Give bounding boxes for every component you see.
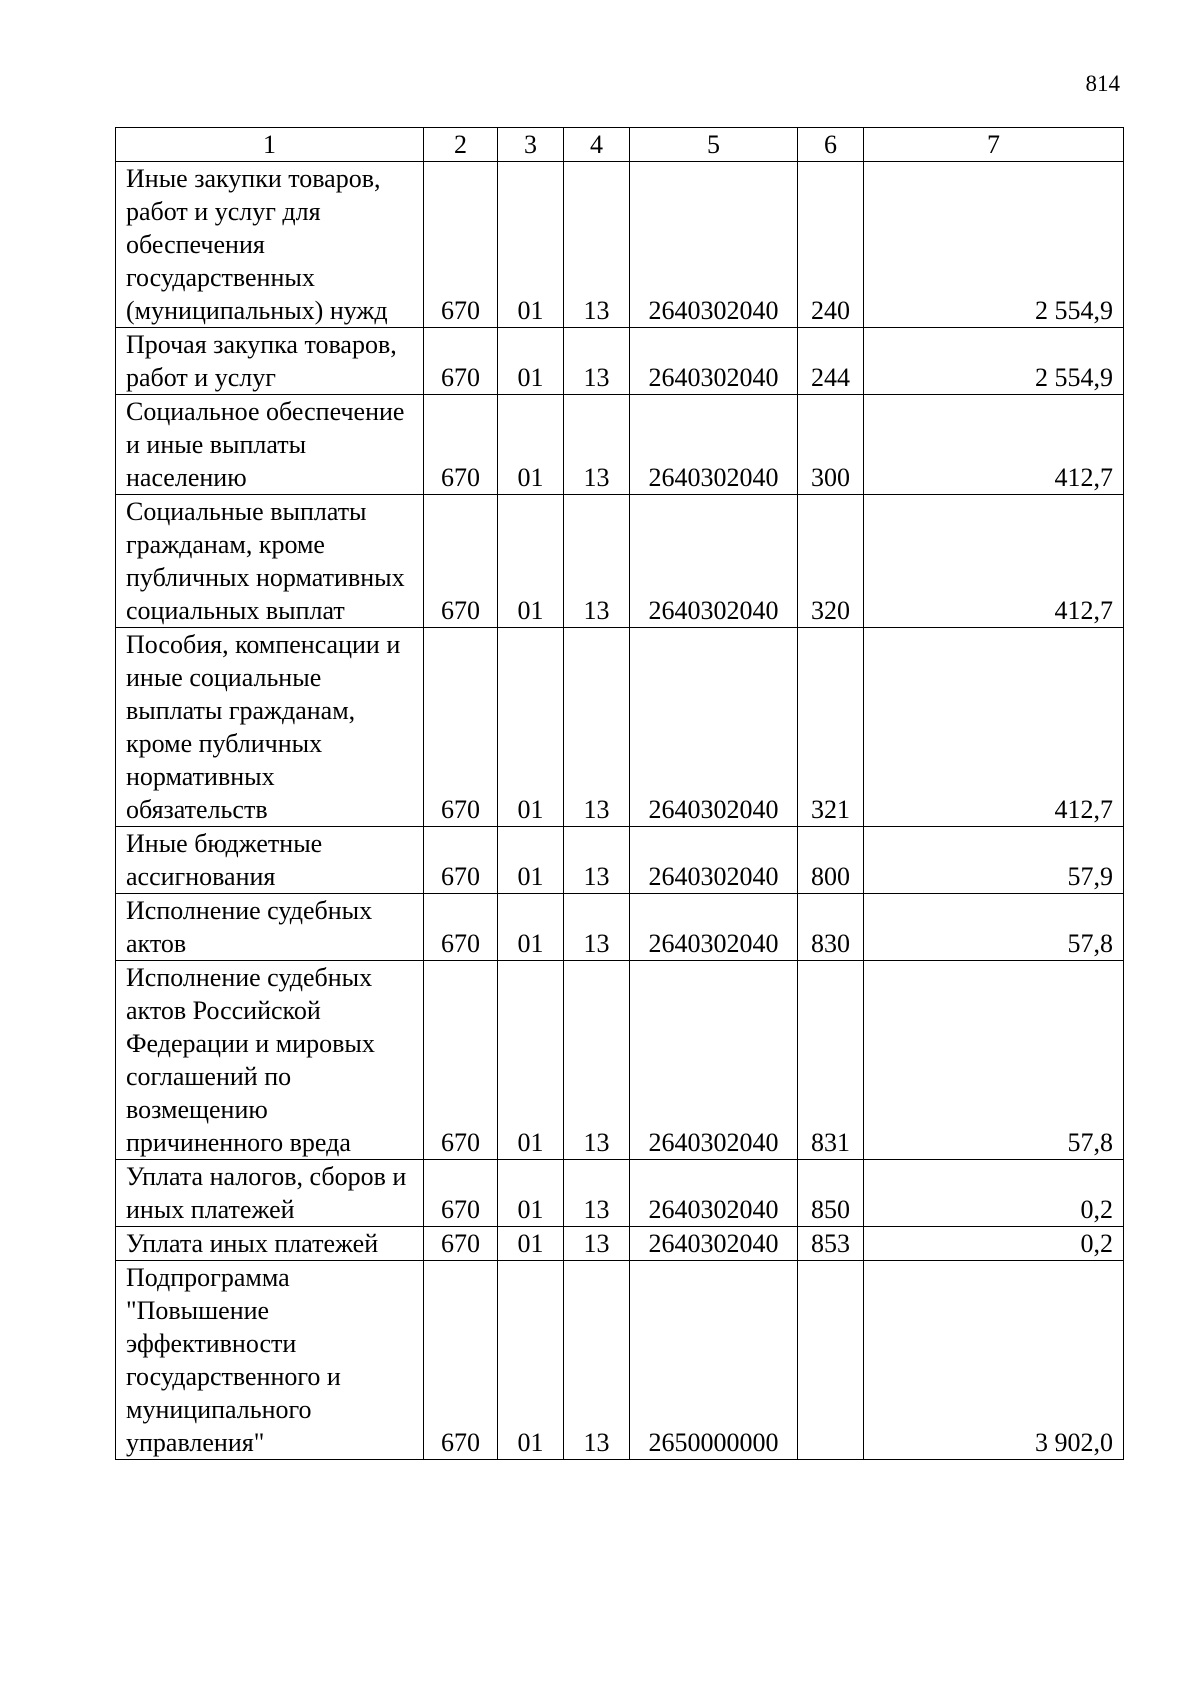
- budget-table: [115, 127, 1124, 1460]
- header-cell: 5: [630, 128, 798, 162]
- target-article-cell: 2640302040: [630, 827, 798, 894]
- amount-cell: 57,8: [864, 961, 1124, 1160]
- target-article-cell: 2640302040: [630, 961, 798, 1160]
- table-row: [116, 395, 1124, 495]
- target-article-cell: 2640302040: [630, 495, 798, 628]
- target-article-cell: 2640302040: [630, 1227, 798, 1261]
- subsection-code-cell: 13: [564, 1160, 630, 1227]
- amount-cell: 2 554,9: [864, 328, 1124, 395]
- table-row: [116, 1261, 1124, 1460]
- amount-cell: 412,7: [864, 395, 1124, 495]
- ministry-code-cell: 670: [424, 162, 498, 328]
- header-row: [116, 128, 1124, 162]
- section-code-cell: 01: [498, 894, 564, 961]
- expense-name-cell: Уплата иных платежей: [116, 1227, 424, 1261]
- ministry-code-cell: 670: [424, 1160, 498, 1227]
- expense-type-cell: 830: [798, 894, 864, 961]
- amount-cell: 57,8: [864, 894, 1124, 961]
- expense-name-cell: Социальные выплаты гражданам, кроме публичных нормативных социальных выплат: [116, 495, 424, 628]
- subsection-code-cell: 13: [564, 395, 630, 495]
- page-number: 814: [1085, 71, 1120, 96]
- expense-type-cell: 320: [798, 495, 864, 628]
- table-row: [116, 328, 1124, 395]
- target-article-cell: 2640302040: [630, 328, 798, 395]
- table-row: [116, 894, 1124, 961]
- table-row: [116, 162, 1124, 328]
- amount-cell: 0,2: [864, 1227, 1124, 1261]
- target-article-cell: 2650000000: [630, 1261, 798, 1460]
- subsection-code-cell: 13: [564, 1227, 630, 1261]
- section-code-cell: 01: [498, 1261, 564, 1460]
- subsection-code-cell: 13: [564, 827, 630, 894]
- section-code-cell: 01: [498, 827, 564, 894]
- expense-type-cell: 300: [798, 395, 864, 495]
- subsection-code-cell: 13: [564, 628, 630, 827]
- expense-type-cell: 244: [798, 328, 864, 395]
- section-code-cell: 01: [498, 1227, 564, 1261]
- table-row: [116, 628, 1124, 827]
- expense-name-cell: Исполнение судебных актов Российской Федерации и мировых соглашений по возмещению причиненного вреда: [116, 961, 424, 1160]
- header-cell: 3: [498, 128, 564, 162]
- table-body: [116, 128, 1124, 1460]
- section-code-cell: 01: [498, 162, 564, 328]
- expense-name-cell: Иные бюджетные ассигнования: [116, 827, 424, 894]
- section-code-cell: 01: [498, 1160, 564, 1227]
- table-row: [116, 961, 1124, 1160]
- subsection-code-cell: 13: [564, 328, 630, 395]
- subsection-code-cell: 13: [564, 1261, 630, 1460]
- subsection-code-cell: 13: [564, 961, 630, 1160]
- amount-cell: 412,7: [864, 628, 1124, 827]
- expense-name-cell: Подпрограмма "Повышение эффективности государственного и муниципального управления": [116, 1261, 424, 1460]
- expense-type-cell: [798, 1261, 864, 1460]
- amount-cell: 3 902,0: [864, 1261, 1124, 1460]
- target-article-cell: 2640302040: [630, 1160, 798, 1227]
- expense-type-cell: 800: [798, 827, 864, 894]
- header-cell: 7: [864, 128, 1124, 162]
- subsection-code-cell: 13: [564, 162, 630, 328]
- ministry-code-cell: 670: [424, 495, 498, 628]
- expense-type-cell: 321: [798, 628, 864, 827]
- ministry-code-cell: 670: [424, 328, 498, 395]
- expense-type-cell: 831: [798, 961, 864, 1160]
- header-cell: 4: [564, 128, 630, 162]
- ministry-code-cell: 670: [424, 894, 498, 961]
- target-article-cell: 2640302040: [630, 894, 798, 961]
- section-code-cell: 01: [498, 961, 564, 1160]
- section-code-cell: 01: [498, 495, 564, 628]
- header-cell: 6: [798, 128, 864, 162]
- expense-type-cell: 240: [798, 162, 864, 328]
- ministry-code-cell: 670: [424, 1261, 498, 1460]
- section-code-cell: 01: [498, 395, 564, 495]
- subsection-code-cell: 13: [564, 894, 630, 961]
- amount-cell: 2 554,9: [864, 162, 1124, 328]
- ministry-code-cell: 670: [424, 1227, 498, 1261]
- amount-cell: 57,9: [864, 827, 1124, 894]
- header-cell: 2: [424, 128, 498, 162]
- expense-name-cell: Пособия, компенсации и иные социальные выплаты гражданам, кроме публичных нормативных обязательств: [116, 628, 424, 827]
- amount-cell: 412,7: [864, 495, 1124, 628]
- expense-type-cell: 853: [798, 1227, 864, 1261]
- expense-name-cell: Уплата налогов, сборов и иных платежей: [116, 1160, 424, 1227]
- target-article-cell: 2640302040: [630, 628, 798, 827]
- target-article-cell: 2640302040: [630, 162, 798, 328]
- ministry-code-cell: 670: [424, 827, 498, 894]
- amount-cell: 0,2: [864, 1160, 1124, 1227]
- section-code-cell: 01: [498, 628, 564, 827]
- ministry-code-cell: 670: [424, 395, 498, 495]
- table-row: [116, 1160, 1124, 1227]
- table-row: [116, 495, 1124, 628]
- subsection-code-cell: 13: [564, 495, 630, 628]
- section-code-cell: 01: [498, 328, 564, 395]
- expense-name-cell: Социальное обеспечение и иные выплаты населению: [116, 395, 424, 495]
- header-cell: 1: [116, 128, 424, 162]
- expense-name-cell: Исполнение судебных актов: [116, 894, 424, 961]
- expense-name-cell: Иные закупки товаров, работ и услуг для обеспечения государственных (муниципальных) нужд: [116, 162, 424, 328]
- ministry-code-cell: 670: [424, 961, 498, 1160]
- table-row: [116, 827, 1124, 894]
- ministry-code-cell: 670: [424, 628, 498, 827]
- expense-type-cell: 850: [798, 1160, 864, 1227]
- table-row: [116, 1227, 1124, 1261]
- expense-name-cell: Прочая закупка товаров, работ и услуг: [116, 328, 424, 395]
- target-article-cell: 2640302040: [630, 395, 798, 495]
